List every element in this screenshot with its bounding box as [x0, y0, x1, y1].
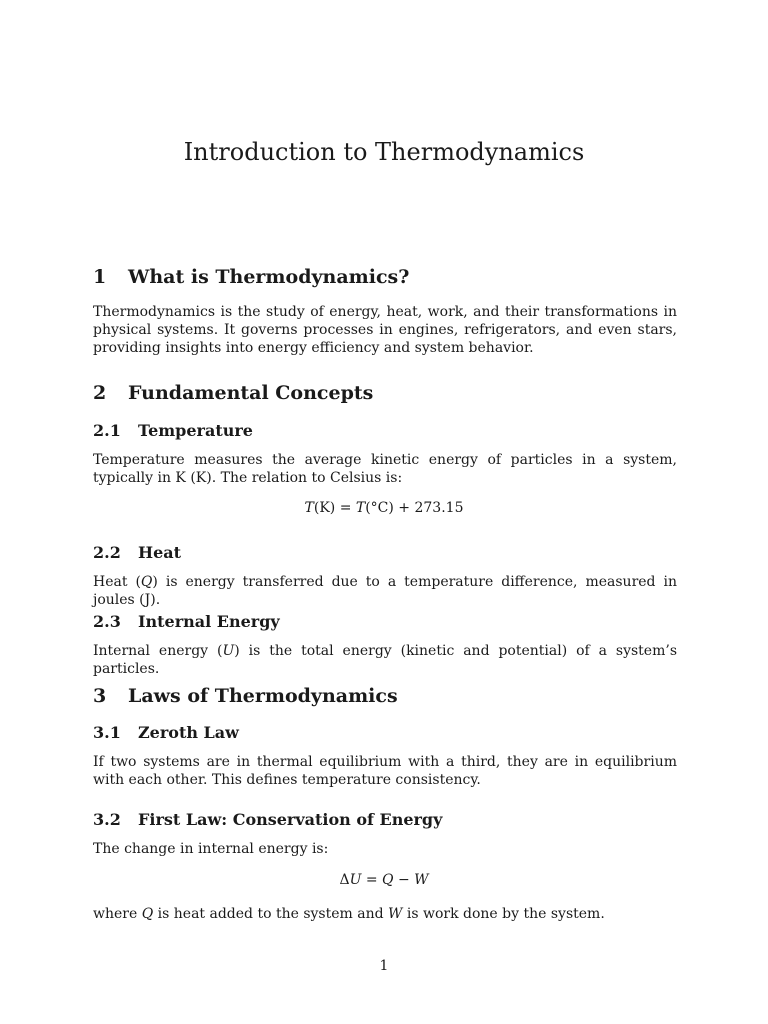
equation-variable: U [349, 872, 362, 888]
subsection-paragraph [93, 905, 677, 923]
section-heading [93, 382, 373, 404]
subsection-title: First Law: Conservation of Energy [138, 810, 443, 829]
section-number: 2 [93, 382, 107, 404]
subsection-heading [93, 612, 280, 631]
equation-text: (K) = [313, 500, 356, 516]
section-title: Laws of Thermodynamics [128, 685, 398, 707]
section-title: Fundamental Concepts [128, 382, 374, 404]
subsection-paragraph: The change in internal energy is: [93, 841, 329, 857]
equation-variable: T [355, 500, 366, 516]
subsection-title: Temperature [138, 421, 253, 440]
equation-variable: T [304, 500, 314, 516]
subsection-heading [93, 810, 442, 829]
subsection-heading [93, 543, 181, 562]
subsection-number: 2.3 [93, 612, 121, 631]
math-variable: W [388, 906, 403, 922]
equation-text: − [393, 872, 415, 888]
equation-text: Δ [339, 872, 350, 888]
subsection-number: 2.1 [93, 421, 121, 440]
paragraph-text: is heat added to the system and [153, 906, 389, 922]
section-heading [93, 266, 409, 288]
subsection-title: Heat [138, 543, 182, 562]
subsection-paragraph [93, 642, 677, 678]
section-heading [93, 685, 398, 707]
page-title: Introduction to Thermodynamics [183, 138, 585, 166]
subsection-number: 2.2 [93, 543, 121, 562]
section-number: 3 [93, 685, 107, 707]
paragraph-text: ) is the total energy (kinetic and potential) of a system’s particles. [93, 643, 678, 677]
subsection-number: 3.1 [93, 723, 121, 742]
subsection-number: 3.2 [93, 810, 121, 829]
section-title: What is Thermodynamics? [128, 266, 410, 288]
page-number: 1 [379, 958, 389, 974]
section-paragraph: Thermodynamics is the study of energy, heat, work, and their transformations in physical systems. It governs processes in engines, refrigerators, and even stars, providing insights into energy efficiency and system behavior. [93, 304, 677, 356]
equation-first-law [0, 872, 768, 888]
equation-text: = [361, 872, 383, 888]
math-variable: U [222, 643, 235, 659]
subsection-title: Internal Energy [138, 612, 280, 631]
math-variable: Q [141, 906, 154, 922]
subsection-paragraph: If two systems are in thermal equilibrium with a third, they are in equilibrium with each other. This defines temperature consistency. [93, 754, 677, 788]
equation-variable: W [414, 872, 429, 888]
equation-variable: Q [382, 872, 394, 888]
paragraph-text: is work done by the system. [402, 906, 605, 922]
paragraph-text: Internal energy ( [93, 643, 223, 659]
math-variable: Q [140, 574, 153, 590]
section-number: 1 [93, 266, 107, 288]
paragraph-text: where [93, 906, 142, 922]
paragraph-text: ) is energy transferred due to a temperature difference, measured in joules (J). [93, 574, 677, 608]
subsection-paragraph [93, 573, 677, 609]
equation-text: (°C) + 273.15 [365, 500, 464, 516]
subsection-paragraph: Temperature measures the average kinetic energy of particles in a system, typically in K (K). The relation to Celsius is: [93, 452, 677, 486]
subsection-title: Zeroth Law [138, 723, 239, 742]
equation-celsius-kelvin [0, 500, 768, 516]
subsection-heading [93, 421, 253, 440]
subsection-heading [93, 723, 239, 742]
paragraph-text: Heat ( [93, 574, 141, 590]
